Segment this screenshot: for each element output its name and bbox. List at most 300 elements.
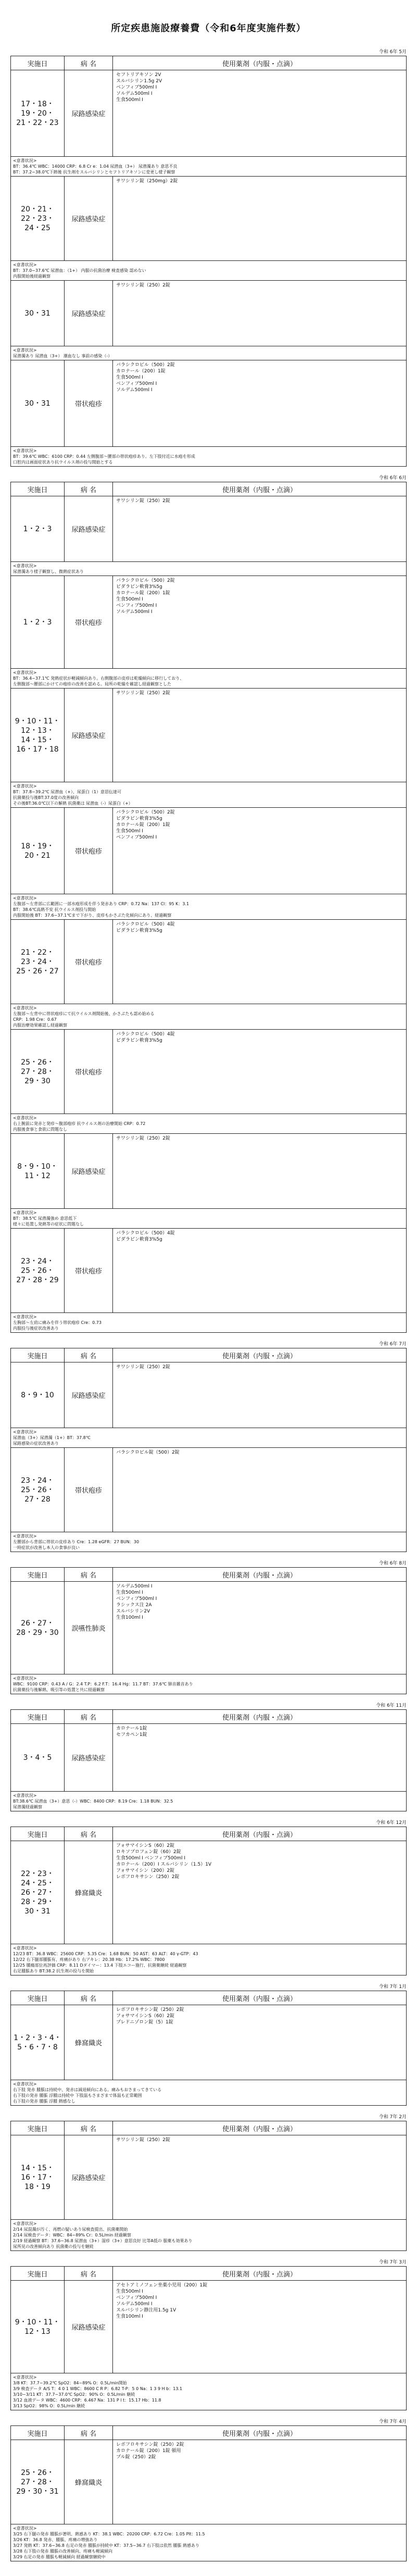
table-row — [11, 2281, 407, 2373]
medication-list — [113, 2281, 407, 2373]
table-row — [11, 689, 407, 782]
medication-item: ベンフィブ500ml Ⅰ — [116, 381, 157, 386]
medication-item: ソルデム500ml Ⅰ — [116, 387, 153, 393]
month-section — [10, 2258, 407, 2410]
note-line: 12/23 BT：36.8 WBC：25600 CRP：5.35 Cre：1.68 BUN：50 AST：63 ALT：40 γ-GTP：43 — [13, 1952, 198, 1956]
medication-item: ロキソプロフェン錠（60）2錠 — [116, 1849, 181, 1855]
disease-name: 尿路感染症 — [65, 70, 113, 157]
note-line: 尿路感染の症状改善あり — [13, 1441, 59, 1446]
medication-item: 生食500ml Ⅰ — [116, 829, 143, 834]
condition-notes — [11, 562, 407, 576]
medication-item: バラシクロビル（500）2錠 — [116, 810, 175, 815]
medication-item: バラシクロビル（500）4錠 — [116, 922, 175, 927]
note-line: 左胸部～左肩に痛みを伴う帯状疱疹 Cre：0.73 — [13, 1320, 102, 1325]
medication-item: ビダラビン軟膏3%5g — [116, 928, 162, 933]
note-line: 内服開始後経過観察 — [13, 274, 50, 279]
note-line: 抗菌薬投与後解熱、吸引等の処置と共に経過観察 — [13, 1687, 105, 1692]
note-line: <意書状況> — [13, 2082, 37, 2086]
document-page — [10, 0, 407, 2566]
table-row — [11, 177, 407, 261]
note-line: 左側腹部～腰部にかけての疱疹の改善を認める。局所の乾燥を確認し経過観察とした — [13, 682, 171, 686]
implementation-dates: 1・2・3・4・5・6・7・8 — [11, 2005, 65, 2080]
table-row — [11, 1448, 407, 1532]
notes-row — [11, 157, 407, 177]
table-row — [11, 1841, 407, 1944]
header-medication: 使用薬剤（内服・点滴） — [113, 482, 407, 496]
header-medication: 使用薬剤（内服・点滴） — [113, 2426, 407, 2440]
medication-item: サワシリン錠（250）2錠 — [116, 2137, 170, 2143]
notes-row — [11, 2373, 407, 2410]
note-line: 3/10~3/11 KT：37.7~37.0℃ SpO2：90% O：0.5L/min 継続 — [13, 2392, 135, 2397]
disease-name: 蜂窩織炎 — [65, 2440, 113, 2524]
table-row — [11, 1134, 407, 1209]
condition-notes — [11, 1004, 407, 1030]
table-header-row — [11, 1827, 407, 1841]
note-line: BT：37.2~38.0℃下熱後 抗生剤をスルバシリンとセフトリアキソンに変更し様子観察 — [13, 170, 175, 174]
note-line: BT：36.4℃ WBC：14000 CRP：6.8 Cr e：1.04 尿潜血（3+） 尿潜濁あり 意思不良 — [13, 164, 178, 169]
header-disease-name: 病 名 — [65, 1827, 113, 1841]
disease-name: 尿路感染症 — [65, 2281, 113, 2373]
header-disease-name: 病 名 — [65, 2426, 113, 2440]
condition-notes — [11, 1313, 407, 1333]
month-section — [10, 1340, 407, 1552]
medication-item: バラシクロビル（500）4錠 — [116, 1231, 175, 1236]
condition-notes — [11, 2524, 407, 2561]
condition-notes — [11, 894, 407, 920]
header-implementation-date: 実施日 — [11, 482, 65, 496]
implementation-dates: 25・26・27・28・29・30 — [11, 1030, 65, 1114]
treatment-table — [10, 1991, 407, 2106]
note-line: 左腹部～左背部に広範囲に一部水疱形成を伴う発赤あり CRP：0.72 Na：137 Cl：95 K：3.1 — [13, 902, 189, 906]
table-row — [11, 808, 407, 894]
medication-item: ソルデム500ml Ⅰ — [116, 91, 153, 96]
medication-item: レボフロキサシン錠（250）2錠 — [116, 2007, 184, 2012]
medication-list — [113, 1582, 407, 1674]
disease-name: 蜂窩織炎 — [65, 2005, 113, 2080]
header-disease-name: 病 名 — [65, 1991, 113, 2005]
implementation-dates: 20・21・22・23・24・25 — [11, 177, 65, 261]
condition-notes — [11, 2080, 407, 2106]
note-line: 3/25 右下腿の発赤 腫脹が著明、熱感あり KT：38.1 WBC：20200 CRP：6.72 Cre：1.05 Plt：11.5 — [13, 2532, 205, 2536]
medication-item: サワシリン錠（250）2錠 — [116, 283, 170, 288]
notes-row — [11, 346, 407, 360]
medication-list — [113, 1362, 407, 1428]
note-line: 3/28 右下肢の発赤 腫脹の改善傾向、疼痛も軽減傾向 — [13, 2549, 113, 2554]
medication-list — [113, 576, 407, 669]
note-line: <意書状況> — [13, 1210, 37, 1215]
table-row — [11, 2005, 407, 2080]
notes-row — [11, 1944, 407, 1975]
medication-item: ビダラビン軟膏3%5g — [116, 584, 162, 590]
header-medication: 使用薬剤（内服・点滴） — [113, 1568, 407, 1582]
note-line: <意書状況> — [13, 1430, 37, 1434]
table-header-row — [11, 1710, 407, 1724]
condition-notes — [11, 1674, 407, 1694]
note-line: <意書状況> — [13, 448, 37, 453]
medication-item: バラシクロビル錠（500）2錠 — [116, 1450, 180, 1455]
note-line: <意書状況> — [13, 670, 37, 675]
header-disease-name: 病 名 — [65, 1348, 113, 1362]
disease-name: 尿路感染症 — [65, 281, 113, 346]
implementation-dates: 1・2・3 — [11, 496, 65, 562]
note-line: 抗菌薬投与後BT:37.0度の改善傾向 — [13, 795, 79, 800]
medication-item: カロナール錠（200）1錠 — [116, 822, 170, 828]
medication-list — [113, 2135, 407, 2220]
note-line: 12/22 右下腿部腫脹有、疼痛があり 右アキレ：20.38 Hb：17.2% WBC：7800 — [13, 1957, 165, 1962]
condition-notes — [11, 782, 407, 808]
note-line: <意書状況> — [13, 784, 37, 789]
implementation-dates: 8・9・10 — [11, 1362, 65, 1428]
notes-row — [11, 1313, 407, 1333]
section-date: 令和 6年 6月 — [378, 476, 407, 481]
medication-item: フォサマイシンS（60）2錠 — [116, 1843, 175, 1848]
disease-name: 帯状疱疹 — [65, 1030, 113, 1114]
table-header-row — [11, 1991, 407, 2005]
treatment-table — [10, 1567, 407, 1694]
header-medication: 使用薬剤（内服・点滴） — [113, 2121, 407, 2135]
header-disease-name: 病 名 — [65, 482, 113, 496]
notes-row — [11, 1114, 407, 1134]
table-row — [11, 1229, 407, 1313]
medication-item: 生食500ml Ⅰ — [116, 1590, 143, 1595]
medication-item: レボフロキサシン（250）2錠 — [116, 1874, 180, 1880]
medication-item: サワシリン錠（250mg）2錠 — [116, 179, 178, 184]
month-section — [10, 474, 407, 1333]
header-disease-name: 病 名 — [65, 1710, 113, 1724]
notes-row — [11, 447, 407, 467]
header-implementation-date: 実施日 — [11, 1348, 65, 1362]
disease-name: 帯状疱疹 — [65, 1229, 113, 1313]
table-row — [11, 1362, 407, 1428]
header-medication: 使用薬剤（内服・点滴） — [113, 1827, 407, 1841]
note-line: 3/27 発熱 KT：37.6~36.8 右足の発赤 腫脹が持続中 KT：37.5~36.7 右下肢は依然 腫脹 熱感あり — [13, 2543, 199, 2548]
medication-item: カロナール錠（200）1錠 頓用 — [116, 2448, 181, 2454]
note-line: 尿潜濁あり様子観察し、微熱症状あり — [13, 569, 84, 574]
header-disease-name: 病 名 — [65, 2267, 113, 2281]
section-date: 令和 7年 3月 — [378, 2260, 407, 2265]
header-disease-name: 病 名 — [65, 1568, 113, 1582]
disease-name: 尿路感染症 — [65, 689, 113, 782]
condition-notes — [11, 1944, 407, 1975]
table-header-row — [11, 1348, 407, 1362]
page-title: 所定疾患施設療養費（令和6年度実施件数） — [111, 23, 306, 34]
disease-name: 蜂窩織炎 — [65, 1841, 113, 1944]
medication-item: バラシクロビル（500）4錠 — [116, 1032, 175, 1037]
note-line: <意書状況> — [13, 1116, 37, 1120]
note-line: BT：38.5℃ 尿潜濁強め 意思低下 — [13, 1216, 77, 1221]
condition-notes — [11, 447, 407, 467]
note-line: BT:38.6℃ 尿潜血（3+）意思（-）WBC：8400 CRP：8.19 Cre：1.18 BUN：32.5 — [13, 1799, 173, 1804]
header-medication: 使用薬剤（内服・点滴） — [113, 1348, 407, 1362]
section-date: 令和 6年 7月 — [378, 1342, 407, 1347]
section-date: 令和 6年 5月 — [378, 49, 407, 55]
implementation-dates: 30・31 — [11, 360, 65, 447]
medication-item: 生食500ml Ⅰ ベンフィブ500ml Ⅰ — [116, 1856, 186, 1861]
medication-list — [113, 689, 407, 782]
medication-item: カロナール1錠 — [116, 1726, 147, 1731]
implementation-dates: 3・4・5 — [11, 1724, 65, 1792]
note-line: 3/8 KT：37.7~39.2℃ SpO2：84~89% O：0.5L/min開始 — [13, 2381, 127, 2385]
note-line: 尿潜濁あり 尿潜血（3+） 潮血なし 事前の感染（-） — [13, 354, 112, 358]
treatment-table — [10, 2425, 407, 2561]
medication-item: スルバシリン静注用1.5g 1V — [116, 2308, 176, 2313]
header-medication: 使用薬剤（内服・点滴） — [113, 1710, 407, 1724]
medication-item: ビダラビン軟膏3%5g — [116, 1038, 162, 1043]
note-line: 内服後食事と食欲に問題なし — [13, 1127, 67, 1132]
implementation-dates: 18・19・20・21 — [11, 808, 65, 894]
notes-row — [11, 261, 407, 281]
medication-list — [113, 920, 407, 1004]
note-line: 3/13 SpO2：98% O：0.5L/min 継続 — [13, 2404, 85, 2408]
notes-row — [11, 1428, 407, 1448]
notes-row — [11, 1674, 407, 1694]
notes-row — [11, 2080, 407, 2106]
note-line: <意書状況> — [13, 2375, 37, 2380]
medication-item: サワシリン錠（250）2錠 — [116, 1136, 170, 1141]
table-row — [11, 281, 407, 346]
note-line: BT：37.0~37.6℃ 尿潜血：（1+） 内服の抗菌治療 検査感染 認めない — [13, 268, 146, 273]
medication-list — [113, 2440, 407, 2524]
note-line: <意書状況> — [13, 1676, 37, 1681]
notes-row — [11, 1532, 407, 1552]
disease-name: 尿路感染症 — [65, 1362, 113, 1428]
disease-name: 尿路感染症 — [65, 1134, 113, 1209]
medication-item: サワシリン錠（250）2錠 — [116, 1365, 170, 1370]
disease-name: 尿路感染症 — [65, 496, 113, 562]
medication-list — [113, 1448, 407, 1532]
note-line: 3/12 血液データ WBC：4600 CRP：6.467 Na：131 P l t：15.17 Hb：11.8 — [13, 2398, 161, 2403]
disease-name: 帯状疱疹 — [65, 920, 113, 1004]
note-line: 様々に処置し発熱等の症状に問題なし — [13, 1222, 84, 1227]
medication-list — [113, 496, 407, 562]
note-line: 右上腕前に発赤と発疹～腹部疱疹 抗ウイルス剤の治療開始 CRP：0.72 — [13, 1121, 146, 1126]
month-section — [10, 1983, 407, 2106]
notes-row — [11, 669, 407, 689]
medication-item: 生食500ml Ⅰ — [116, 2289, 143, 2294]
medication-item: プレドニゾロン錠（5）1錠 — [116, 2020, 173, 2025]
note-line: 口腔内は画面症状あり抗ウイルス剤の投与開始とする — [13, 460, 113, 465]
condition-notes — [11, 1114, 407, 1134]
note-line: <意書状況> — [13, 1315, 37, 1319]
medication-item: 生食100ml Ⅰ — [116, 2314, 143, 2319]
medication-item: ベンフィブ500ml Ⅰ — [116, 1596, 157, 1602]
medication-item: フォサマイシンS（60）2錠 — [116, 2014, 175, 2019]
condition-notes — [11, 669, 407, 689]
header-implementation-date: 実施日 — [11, 1710, 65, 1724]
month-section — [10, 1819, 407, 1975]
medication-item: ソルデム500ml Ⅰ — [116, 1584, 153, 1589]
disease-name: 帯状疱疹 — [65, 576, 113, 669]
section-date: 令和 6年 8月 — [378, 1561, 407, 1566]
month-section — [10, 2418, 407, 2561]
implementation-dates: 21・22・23・24・25・26・27 — [11, 920, 65, 1004]
note-line: 一時症状が改善し本人の食事が良い — [13, 1545, 80, 1550]
note-line: 内服開始後 BT：37.6~37.1℃まで下がり、皮疹もかさぶた化傾向にあり、経過観察 — [13, 913, 172, 918]
note-line: <意書状況> — [13, 2526, 37, 2531]
medication-list — [113, 360, 407, 447]
medication-item: スルバシリン2V — [116, 1609, 150, 1614]
note-line: 尿所見の改善傾向あり 抗菌薬の投与を継続 — [13, 2244, 94, 2249]
medication-item: スルバシリン1.5g 2V — [116, 79, 162, 84]
header-implementation-date: 実施日 — [11, 56, 65, 70]
medication-list — [113, 177, 407, 261]
medication-list — [113, 1841, 407, 1944]
section-date: 令和 7年 2月 — [378, 2115, 407, 2120]
medication-item: 生食500ml Ⅰ — [116, 597, 143, 602]
notes-row — [11, 1004, 407, 1030]
note-line: BT：36.4~37.1℃ 発熱症状が軽減傾向あり。右側腹部の皮疹は乾燥傾向に移行しており、 — [13, 676, 184, 681]
condition-notes — [11, 2220, 407, 2251]
table-row — [11, 360, 407, 447]
table-row — [11, 1030, 407, 1114]
medication-item: 生食500ml Ⅰ — [116, 375, 143, 380]
condition-notes — [11, 2373, 407, 2410]
header-medication: 使用薬剤（内服・点滴） — [113, 2267, 407, 2281]
table-row — [11, 2135, 407, 2220]
medication-item: ソルデム500ml Ⅰ — [116, 2302, 153, 2307]
notes-row — [11, 2220, 407, 2251]
treatment-table — [10, 2121, 407, 2251]
medication-item: プル錠（250）2錠 — [116, 2455, 156, 2460]
table-row — [11, 1724, 407, 1792]
notes-row — [11, 1209, 407, 1229]
note-line: <意書状況> — [13, 262, 37, 267]
condition-notes — [11, 1428, 407, 1448]
month-section — [10, 2113, 407, 2251]
treatment-table — [10, 2266, 407, 2410]
implementation-dates: 17・18・19・20・21・22・23 — [11, 70, 65, 157]
month-section — [10, 1559, 407, 1694]
note-line: 左腰部から背部に帯状の皮疹あり Cre：1.28 eGFR：27 BUN：30 — [13, 1540, 140, 1544]
disease-name: 帯状疱疹 — [65, 808, 113, 894]
sections-container — [10, 48, 407, 2561]
note-line: <意書状況> — [13, 564, 37, 568]
note-line: BT：38.6℃高熱不安 抗ウイルス剤投与開始 — [13, 907, 96, 912]
notes-row — [11, 894, 407, 920]
medication-list — [113, 2005, 407, 2080]
table-row — [11, 2440, 407, 2524]
medication-item: ビダラビン軟膏3%5g — [116, 1237, 162, 1242]
treatment-table — [10, 482, 407, 1333]
medication-item: セフカペン1錠 — [116, 1732, 147, 1737]
table-row — [11, 920, 407, 1004]
medication-item: 生食500ml Ⅰ — [116, 97, 143, 103]
notes-row — [11, 2524, 407, 2561]
header-implementation-date: 実施日 — [11, 1991, 65, 2005]
medication-item: バラシクロビル（500）2錠 — [116, 578, 175, 583]
header-disease-name: 病 名 — [65, 56, 113, 70]
condition-notes — [11, 157, 407, 177]
note-line: 2/19 経過観察 BT：37.6~36.8 尿潜血（3+）湿疹（3+）意思良好 比等A低の 服薬も効果あり — [13, 2239, 193, 2243]
treatment-table — [10, 56, 407, 467]
note-line: WBC：9100 CRP：0.43 A / G：2.4 T.P：6.2 F.T：16.4 Hg：11.7 BT：37.6℃ 肺音雑音あり — [13, 1682, 193, 1686]
medication-item: ラシックス注 2A — [116, 1603, 152, 1608]
table-header-row — [11, 2121, 407, 2135]
medication-list — [113, 281, 407, 346]
note-line: CRP：1.98 Cre：0.67 — [13, 1017, 57, 1022]
medication-item: 生食100ml Ⅰ — [116, 1615, 143, 1620]
medication-item: ベンフィブ500ml Ⅰ — [116, 835, 157, 840]
table-row — [11, 70, 407, 157]
medication-item: カロナール錠（200）1錠 — [116, 591, 170, 596]
disease-name: 尿路感染症 — [65, 2135, 113, 2220]
note-line: BT：37.8~39.2℃ 尿潜血（+）、尿蛋白（1）意思伝達可 — [13, 790, 122, 794]
notes-row — [11, 1792, 407, 1811]
implementation-dates: 1・2・3 — [11, 576, 65, 669]
note-line: <意書状況> — [13, 1946, 37, 1950]
note-line: 尿潜濁経過観察 — [13, 1805, 42, 1809]
note-line: 右下肢の発赤 腫脹 浮腫は持続中 下肢温もさまざまで体温も正常範囲 — [13, 2093, 142, 2098]
implementation-dates: 30・31 — [11, 281, 65, 346]
note-line: <意書状況> — [13, 1534, 37, 1539]
disease-name: 誤嚥性肺炎 — [65, 1582, 113, 1674]
note-line: BT：39.6℃ WBC：6100 CRP：0.44 左側腹部～腰部の帯状疱疹あり。左下肢付近に水疱を形成 — [13, 454, 195, 459]
section-date: 令和 6年 12月 — [376, 1820, 407, 1825]
header-implementation-date: 実施日 — [11, 2426, 65, 2440]
medication-list — [113, 808, 407, 894]
notes-row — [11, 782, 407, 808]
note-line: 2/14 尿検査データ：WBC：84~89% Cr：0.5L/min 経過観察 — [13, 2233, 131, 2237]
table-header-row — [11, 482, 407, 496]
note-line: <意書状況> — [13, 158, 37, 163]
note-line: 内服治療効果確認し経過観察 — [13, 1023, 67, 1028]
table-header-row — [11, 1568, 407, 1582]
medication-item: ビダラビン軟膏3%5g — [116, 816, 162, 821]
implementation-dates: 14・15・16・17・18・19 — [11, 2135, 65, 2220]
implementation-dates: 9・10・11・12・13・14・15・16・17・18 — [11, 689, 65, 782]
implementation-dates: 25・26・27・28・29・30・31 — [11, 2440, 65, 2524]
disease-name: 帯状疱疹 — [65, 360, 113, 447]
condition-notes — [11, 261, 407, 281]
medication-item: カロナール（200）Ⅰ スルバシリン（1.5）1V — [116, 1862, 212, 1867]
implementation-dates: 9・10・11・12・13 — [11, 2281, 65, 2373]
section-date: 令和 6年 11月 — [376, 1703, 407, 1708]
disease-name: 帯状疱疹 — [65, 1448, 113, 1532]
implementation-dates: 23・24・25・26・27・28・29 — [11, 1229, 65, 1313]
table-header-row — [11, 56, 407, 70]
note-line: 3/29 右足の発赤 腫脹も軽減傾向 経過観察継続中 — [13, 2555, 106, 2559]
table-row — [11, 576, 407, 669]
condition-notes — [11, 346, 407, 360]
medication-item: サワシリン錠（250）2錠 — [116, 691, 170, 696]
note-line: <意書状況> — [13, 348, 37, 353]
note-line: 右足腫脹あり BT:38.2 抗生剤の投与を開始 — [13, 1969, 94, 1973]
disease-name: 尿路感染症 — [65, 177, 113, 261]
medication-item: フォサマイシン（200）2錠 — [116, 1868, 175, 1873]
table-header-row — [11, 2267, 407, 2281]
medication-list — [113, 1229, 407, 1313]
condition-notes — [11, 1532, 407, 1552]
disease-name: 尿路感染症 — [65, 1724, 113, 1792]
notes-row — [11, 562, 407, 576]
month-section — [10, 1702, 407, 1811]
month-section — [10, 48, 407, 467]
medication-list — [113, 1134, 407, 1209]
medication-item: ソルデム500ml Ⅰ — [116, 609, 153, 615]
header-implementation-date: 実施日 — [11, 2121, 65, 2135]
medication-item: レボフロキサシン錠（250）2錠 — [116, 2442, 184, 2447]
medication-item: ベンフィブ500ml Ⅰ — [116, 2295, 157, 2300]
note-line: 3/26 KT：36.8 発赤、腫脹、疼痛の増強あり — [13, 2537, 98, 2542]
note-line: <意書状況> — [13, 2221, 37, 2226]
treatment-table — [10, 1348, 407, 1552]
section-date: 令和 7年 4月 — [378, 2419, 407, 2424]
implementation-dates: 26・27・28・29・30 — [11, 1582, 65, 1674]
table-row — [11, 1582, 407, 1674]
medication-item: ベンフィブ500ml Ⅰ — [116, 603, 157, 608]
condition-notes — [11, 1792, 407, 1811]
implementation-dates: 23・24・25・26・27・28 — [11, 1448, 65, 1532]
